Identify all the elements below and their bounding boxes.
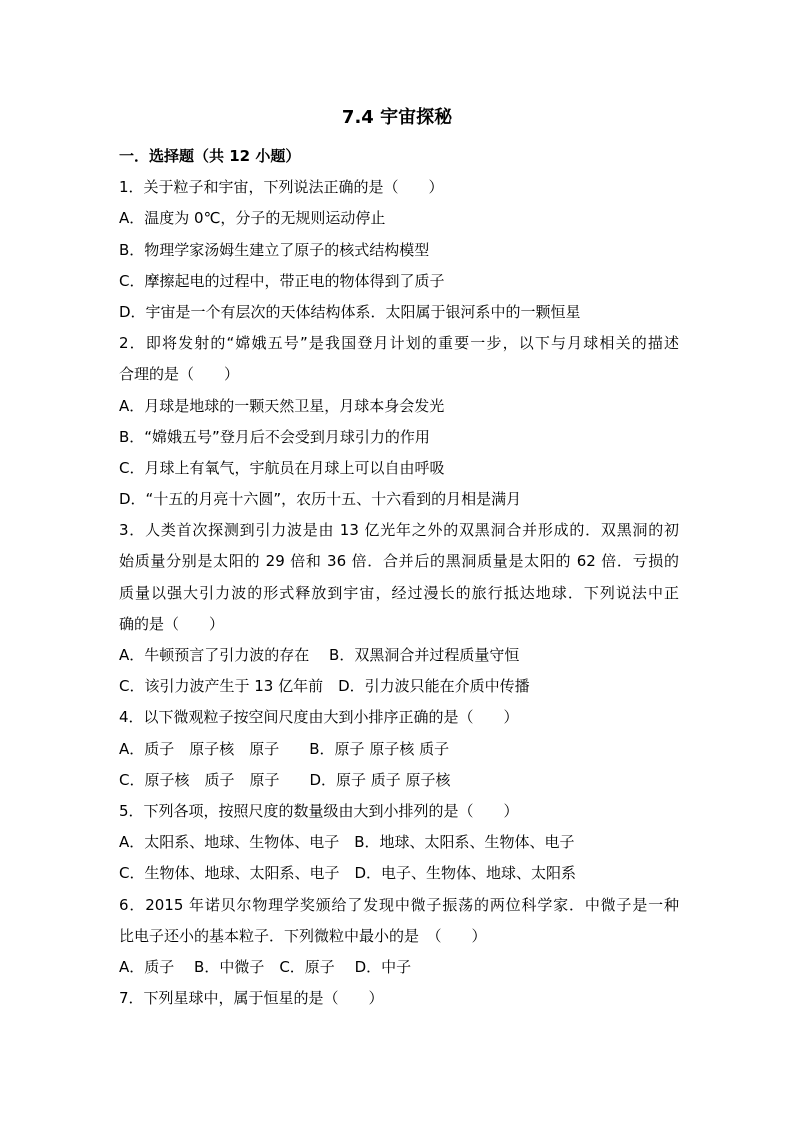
question-2-option-b: B．“嫦娥五号”登月后不会受到月球引力的作用 (119, 427, 430, 446)
question-2-stem-line-1: 2．即将发射的“嫦娥五号”是我国登月计划的重要一步，以下与月球相关的描述 (119, 334, 679, 353)
question-2-stem-line-2: 合理的是（ ） (119, 365, 240, 384)
question-7-stem: 7．下列星球中，属于恒星的是（ ） (119, 989, 384, 1008)
question-6-stem-line-1: 6．2015 年诺贝尔物理学奖颁给了发现中微子振荡的两位科学家．中微子是一种 (119, 895, 679, 914)
question-5-stem: 5．下列各项，按照尺度的数量级由大到小排列的是（ ） (119, 801, 519, 820)
question-5-options-cd: C．生物体、地球、太阳系、电子 D．电子、生物体、地球、太阳系 (119, 864, 577, 883)
section-heading: 一．选择题（共 12 小题） (119, 147, 301, 165)
question-3-stem-line-3: 质量以强大引力波的形式释放到宇宙，经过漫长的旅行抵达地球．下列说法中正 (119, 583, 679, 602)
question-3-options-cd: C．该引力波产生于 13 亿年前 D．引力波只能在介质中传播 (119, 677, 530, 696)
question-3-options-ab: A．牛顿预言了引力波的存在 B．双黑洞合并过程质量守恒 (119, 646, 520, 664)
page-title: 7.4 宇宙探秘 (341, 107, 453, 128)
question-4-stem: 4．以下微观粒子按空间尺度由大到小排序正确的是（ ） (119, 708, 519, 727)
question-1-stem: 1．关于粒子和宇宙，下列说法正确的是（ ） (119, 178, 444, 197)
question-2-option-d: D．“十五的月亮十六圆”，农历十五、十六看到的月相是满月 (119, 490, 522, 509)
question-1-option-d: D．宇宙是一个有层次的天体结构体系．太阳属于银河系中的一颗恒星 (119, 302, 581, 321)
question-4-options-ab: A．质子 原子核 原子 B．原子 原子核 质子 (119, 739, 450, 758)
question-1-option-b: B．物理学家汤姆生建立了原子的核式结构模型 (119, 240, 430, 259)
question-2-option-a: A．月球是地球的一颗天然卫星，月球本身会发光 (119, 396, 445, 415)
question-4-options-cd: C．原子核 质子 原子 D．原子 质子 原子核 (119, 770, 451, 789)
question-3-stem-line-2: 始质量分别是太阳的 29 倍和 36 倍．合并后的黑洞质量是太阳的 62 倍．亏损的 (119, 552, 679, 571)
question-1-option-c: C．摩擦起电的过程中，带正电的物体得到了质子 (119, 271, 445, 290)
question-3-stem-line-4: 确的是（ ） (119, 614, 225, 633)
question-6-options: A．质子 B．中微子 C．原子 D．中子 (119, 957, 412, 976)
question-3-stem-line-1: 3．人类首次探测到引力波是由 13 亿光年之外的双黑洞合并形成的．双黑洞的初 (119, 521, 679, 540)
question-6-stem-line-2: 比电子还小的基本粒子．下列微粒中最小的是 （ ） (119, 926, 487, 945)
document-body (119, 141, 679, 1014)
question-1-option-a: A．温度为 0℃，分子的无规则运动停止 (119, 209, 386, 228)
question-5-options-ab: A．太阳系、地球、生物体、电子 B．地球、太阳系、生物体、电子 (119, 833, 575, 852)
question-2-option-c: C．月球上有氧气，宇航员在月球上可以自由呼吸 (119, 458, 445, 477)
